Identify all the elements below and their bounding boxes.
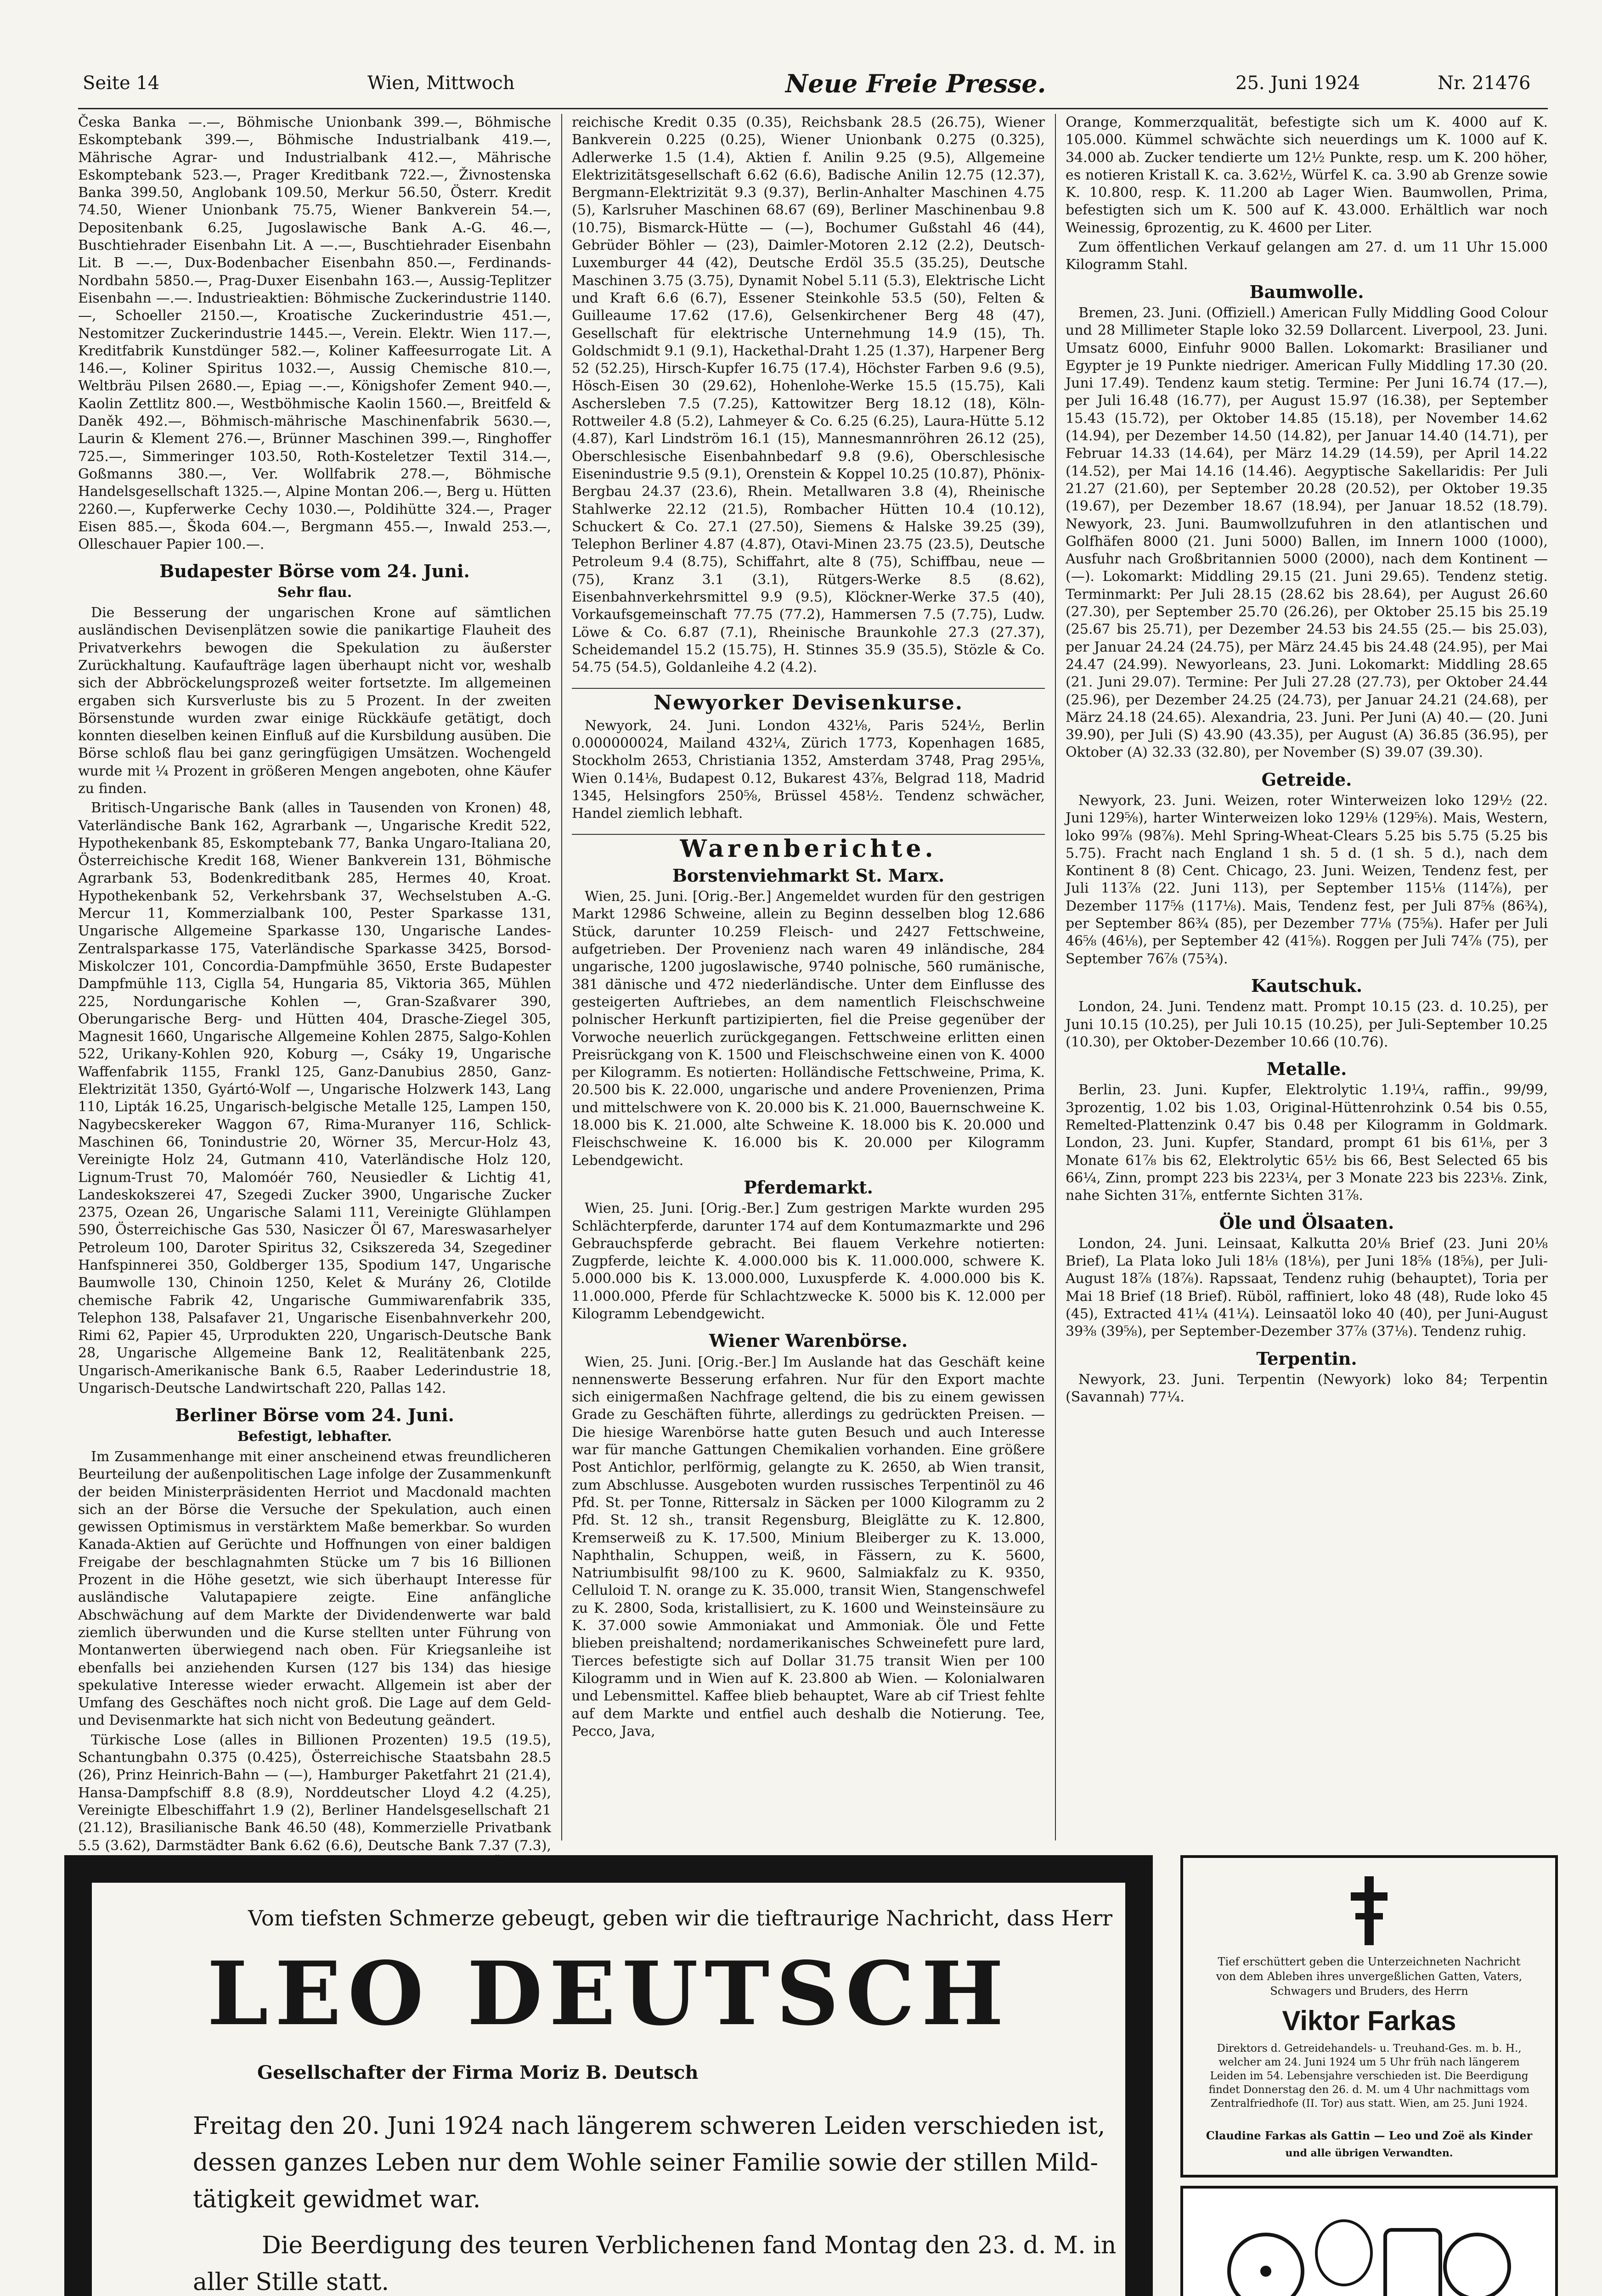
- oele-heading: Öle und Ölsaaten.: [1219, 1212, 1394, 1233]
- berlin-quotes: Türkische Lose (alles in Billionen Prozenten) 19.5 (19.5), Schantungbahn 0.375 (0.425), Österreichische Staatsbahn 28.5 (26), Prinz Heinrich-Bahn — (—), Hamburger Paketfahrt 21 (21.4), Hansa-Dampfschiff 8.8 (8.9), Norddeutscher Lloyd 4.2 (4.25), Vereinigte Elbeschiffahrt 1.9 (2), Berliner Handelsgesellschaft 21 (21.12), Brasilianische Bank 46.50 (48), Kommerzielle Privatbank 5.5 (3.62), Darmstädter Bank 6.62 (6.6), Deutsche Bank 7.37 (7.3),: [78, 1732, 551, 1854]
- jewelry-illustration: [1211, 2202, 1528, 2296]
- city-weekday: Wien, Mittwoch: [367, 73, 515, 94]
- pferdemarkt-heading: Pferdemarkt.: [744, 1176, 873, 1198]
- column-1: [78, 114, 551, 1854]
- saphir-advertisement: [1180, 2186, 1558, 2296]
- obituary-line: dessen ganzes Leben nur dem Wohle seiner Familie sowie der stillen Mild-: [193, 2149, 1098, 2177]
- obituary-viktor-farkas: [1180, 1855, 1558, 2178]
- getreide-heading: Getreide.: [1261, 769, 1352, 790]
- column-rule: [1055, 114, 1056, 1840]
- farkas-signatories: Claudine Farkas als Gattin — Leo und Zoë als Kinder: [1206, 2129, 1533, 2142]
- metalle-heading: Metalle.: [1266, 1058, 1347, 1080]
- issue-number: Nr. 21476: [1438, 73, 1531, 94]
- obituary-line: tätigkeit gewidmet war.: [193, 2186, 481, 2213]
- oele-report: London, 24. Juni. Leinsaat, Kalkutta 20⅛ Brief (23. Juni 20⅛ Brief), La Plata loko Juli 18⅛ (18⅛), per Juni 18⅝ (18⅝), per Juli-August 18⅞ (18⅞). Rapssaat, Tendenz ruhig (behauptet), Toria per Mai 18 Brief (18 Brief). Rüböl, raffiniert, loko 48 (48), Rude loko 45 (45), Extracted 41¼ (41¼). Leinsaatöl loko 40 (40), per Juni-August 39⅜ (39⅝), per September-Dezember 37⅞ (37⅛). Tendenz ruhig.: [1066, 1235, 1548, 1340]
- kautschuk-report: London, 24. Juni. Tendenz matt. Prompt 10.15 (23. d. 10.25), per Juni 10.15 (10.25), per Juli 10.15 (10.25), per Juli-September 10.25 (10.30), per Oktober-Dezember 10.66 (10.76).: [1066, 999, 1548, 1050]
- firm-line: Gesellschafter der Firma Moriz B. Deutsch: [257, 2062, 699, 2083]
- baumwolle-heading: Baumwolle.: [1249, 281, 1364, 302]
- warenboerse-report: Wien, 25. Juni. [Orig.-Ber.] Im Auslande hat das Geschäft keine nennenswerte Besserung erfahren. Nur für den Export machte sich einigermaßen Nachfrage geltend, die bis zu einem gewissen Grade zu Geschäften führte, allerdings zu gedrückten Preisen. — Die hiesige Warenbörse hatte guten Besuch und auch Interesse war für manche Gattungen Chemikalien vorhanden. Eine größere Post Antichlor, perlförmig, gelangte zu K. 2650, ab Wien transit, zum Abschlusse. Ausgeboten wurden russisches Terpentinöl zu 46 Pfd. St. per Tonne, Rittersalz in Säcken per 1000 Kilogramm zu 2 Pfd. St. 12 sh., transit Regensburg, Bleiglätte zu K. 12.800, Kremserweiß zu K. 17.500, Minium Bleiberger zu K. 13.000, Naphthalin, Schuppen, weiß, in Fässern, zu K. 5600, Natriumbisulfit 98/100 zu K. 9600, Salmiakfalz zu K. 9350, Celluloid T. N. orange zu K. 35.000, transit Wien, Stangenschwefel zu K. 2800, Soda, kristallisiert, zu K. 1600 und Weinsteinsäure zu K. 37.000 sowie Ammoniakat und Ammoniak. Öle und Fette blieben preishaltend; nordamerikanisches Schweinefett pure lard, Tierces befestigte sich auf Dollar 31.75 transit Wien per 100 Kilogramm und in Wien auf K. 23.800 ab Wien. — Kolonialwaren und Lebensmittel. Kaffee blieb behauptet, Ware ab cif Triest fehlte auf dem Markte und entfiel auch deshalb die Notierung. Tee, Pecco, Java,: [572, 1354, 1045, 1739]
- newyork-devisen: Newyork, 24. Juni. London 432⅛, Paris 524½, Berlin 0.000000024, Mailand 432¼, Zürich 1773, Kopenhagen 1685, Stockholm 2653, Christiania 1352, Amsterdam 3748, Prag 295⅛, Wien 0.14⅛, Budapest 0.12, Bukarest 43⅞, Belgrad 118, Madrid 1345, Helsingfors 250⅝, Brüssel 458½. Tendenz schwächer, Handel ziemlich lebhaft.: [572, 717, 1045, 822]
- berlin-heading: Berliner Börse vom 24. Juni.: [175, 1405, 454, 1426]
- borstenvieh-heading: Borstenviehmarkt St. Marx.: [672, 865, 945, 886]
- budapest-heading: Budapester Börse vom 24. Juni.: [159, 561, 470, 582]
- warenboerse-heading: Wiener Warenbörse.: [709, 1330, 908, 1351]
- cross-icon: [1351, 1876, 1388, 1945]
- farkas-intro: Tief erschüttert geben die Unterzeichneten Nachricht von dem Ableben ihres unvergeßlichen Gatten, Vaters, Schwagers und Bruders, des Herrn: [1216, 1955, 1523, 1998]
- getreide-report: Newyork, 23. Juni. Weizen, roter Winterweizen loko 129½ (22. Juni 129⅝), harter Winterweizen loko 129⅛ (129⅝). Mais, Western, loko 99⅞ (98⅞). Mehl Spring-Wheat-Clears 5.25 bis 5.75 (5.25 bis 5.75). Fracht nach England 1 sh. 5 d. (1 sh. 5 d.), nach dem Kontinent 8 (8) Cent. Chicago, 23. Juni. Weizen, Tendenz fest, per Juli 113⅞ (22. Juni 113), per September 115⅛ (114⅞), per Dezember 117⅝ (117⅛). Mais, Tendenz fest, per Juli 87⅝ (86¾), per September 86¾ (85), per Dezember 77⅛ (75⅝). Hafer per Juli 46⅝ (46⅛), per September 42 (41⅝). Roggen per Juli 74⅞ (75), per September 76⅞ (75¾).: [1066, 792, 1548, 967]
- obituary-intro: Vom tiefsten Schmerze gebeugt, geben wir die tieftraurige Nachricht, dass Herr: [248, 1906, 1113, 1930]
- budapest-subheading: Sehr flau.: [277, 584, 352, 601]
- farkas-body: Direktors d. Getreidehandels- u. Treuhand-Ges. m. b. H., welcher am 24. Juni 1924 um 5 Uhr früh nach längerem Leiden im 54. Lebensjahre verschieden ist. Die Beerdigung findet Donnerstag den 26. d. M. um 4 Uhr nachmittags vom Zentralfriedhofe (II. Tor) aus statt. Wien, am 25. Juni 1924.: [1208, 2043, 1530, 2110]
- farkas-relatives: und alle übrigen Verwandten.: [1285, 2147, 1453, 2159]
- obituary-line: Freitag den 20. Juni 1924 nach längerem schweren Leiden verschieden ist,: [193, 2112, 1106, 2140]
- berlin-subheading: Befestigt, lebhafter.: [237, 1428, 392, 1445]
- terpentin-heading: Terpentin.: [1256, 1348, 1357, 1369]
- newyork-devisen-heading: Newyorker Devisenkurse.: [572, 688, 1045, 712]
- terpentin-report: Newyork, 23. Juni. Terpentin (Newyork) loko 84; Terpentin (Savannah) 77¼.: [1066, 1371, 1548, 1406]
- prague-quotes: Česka Banka —.—, Böhmische Unionbank 399.—, Böhmische Eskomptebank 399.—, Böhmische Industrialbank 419.—, Mährische Agrar- und Industrialbank 412.—, Mährische Eskomptebank 523.—, Prager Kreditbank 722.—, Živnostenska Banka 399.50, Anglobank 109.50, Merkur 56.50, Österr. Kredit 74.50, Wiener Unionbank 75.75, Wiener Bankverein 54.—, Depositenbank 6.25, Jugoslawische Bank A.-G. 46.—, Buschtiehrader Eisenbahn Lit. A —.—, Buschtiehrader Eisenbahn Lit. B —.—, Dux-Bodenbacher Eisenbahn 850.—, Ferdinands-Nordbahn 5850.—, Prag-Duxer Eisenbahn 163.—, Aussig-Teplitzer Eisenbahn —.—. Industrieaktien: Böhmische Zuckerindustrie 1140.—, Schoeller 2150.—, Kroatische Zuckerindustrie 451.—, Nestomitzer Zuckerindustrie 1445.—, Verein. Elektr. Wien 117.—, Kreditfabrik Kunstdünger 582.—, Koliner Kaffeesurrogate Lit. A 146.—, Koliner Spiritus 1032.—, Aussig Chemische 810.—, Weltbräu Pilsen 2680.—, Epiag —.—, Königshofer Zement 940.—, Kaolin Zettlitz 800.—, Westböhmische Kaolin 1560.—, Breitfeld & Daněk 492.—, Böhmisch-mährische Maschinenfabrik 5630.—, Laurin & Klement 276.—, Brünner Maschinen 399.—, Ringhoffer 725.—, Simmeringer 103.50, Roth-Kosteletzer Textil 314.—, Goßmanns 380.—, Ver. Wollfabrik 278.—, Böhmische Handelsgesellschaft 1325.—, Alpine Montan 206.—, Berg u. Hütten 2260.—, Kupferwerke Cechy 1030.—, Poldihütte 324.—, Prager Eisen 885.—, Škoda 604.—, Bergmann 455.—, Inwald 253.—, Olleschauer Papier 100.—.: [78, 114, 551, 553]
- column-3: [1066, 114, 1548, 1840]
- borstenvieh-report: Wien, 25. Juni. [Orig.-Ber.] Angemeldet wurden für den gestrigen Markt 12986 Schweine, allein zu Beginn desselben blog 12.686 Stück, darunter 10.259 Fleisch- und 2427 Fettschweine, aufgetrieben. Der Provenienz nach waren 49 inländische, 284 ungarische, 1200 jugoslawische, 9740 polnische, 560 rumänische, 381 dänische und 472 niederländische. Unter dem Einflusse des gesteigerten Auftriebes, an dem namentlich Fleischschweine polnischer Herkunft partizipierten, fiel die Preise gegenüber der Vorwoche neuerlich zurückgegangen. Fettschweine erlitten einen Preisrückgang von K. 1500 und Fleischschweine einen von K. 4000 per Kilogramm. Es notierten: Holländische Fettschweine, Prima, K. 20.500 bis K. 22.000, ungarische und andere Provenienzen, Prima und mittelschwere von K. 20.000 bis K. 21.000, Bauernschweine K. 18.000 bis K. 21.000, alte Schweine K. 18.000 bis K. 20.000 und Fleischschweine K. 16.000 bis K. 20.000 per Kilogramm Lebendgewicht.: [572, 889, 1045, 1169]
- kautschuk-heading: Kautschuk.: [1251, 975, 1363, 996]
- berlin-report: Im Zusammenhange mit einer anscheinend etwas freundlicheren Beurteilung der außenpolitischen Lage infolge der Zusammenkunft der beiden Ministerpräsidenten Herriot und Macdonald machten sich an der Börse die Versuche der Spekulation, auch einen gewissen Optimismus in verstärktem Maße bemerkbar. So wurden Kanada-Aktien auf Gerüchte und Hoffnungen von einer baldigen Freigabe der beschlagnahmten Stücke um 7 bis 16 Billionen Prozent in die Höhe gesetzt, wie sich überhaupt Interesse für ausländische Valutapapiere zeigte. Eine anfängliche Abschwächung auf dem Markte der Dividendenwerte war bald ziemlich überwunden und die Kurse stellten unter Führung von Montanwerten überwiegend nach oben. Für Kriegsanleihe ist ebenfalls bei anziehenden Kursen (127 bis 134) das hiesige spekulative Interesse wieder erwacht. Allgemein ist aber der Umfang des Geschäftes noch nicht groß. Die Lage auf dem Geld- und Devisenmarkte hat sich nicht von Bedeutung geändert.: [78, 1448, 551, 1729]
- masthead-title: Neue Freie Presse.: [785, 69, 1046, 98]
- baumwolle-report: Bremen, 23. Juni. (Offiziell.) American Fully Middling Good Colour und 28 Millimeter Staple loko 32.59 Dollarcent. Liverpool, 23. Juni. Umsatz 6000, Einfuhr 9000 Ballen. Lokomarkt: Brasilianer und Egypter je 19 Punkte niedriger. American Fully Middling 17.30 (20. Juni 17.49). Tendenz kaum stetig. Termine: Per Juni 16.74 (17.—), per Juli 16.48 (16.77), per August 15.97 (16.38), per September 15.43 (15.72), per Oktober 14.85 (15.18), per November 14.62 (14.94), per Dezember 14.50 (14.82), per Januar 14.40 (14.71), per Februar 14.33 (14.64), per März 14.29 (14.59), per April 14.22 (14.52), per Mai 14.16 (14.46). Aegyptische Sakellaridis: Per Juli 21.27 (21.60), per September 20.28 (20.52), per Oktober 19.35 (19.67), per Dezember 18.67 (18.94), per Januar 18.52 (18.79). Newyork, 23. Juni. Baumwollzufuhren in den atlantischen und Golfhäfen 8000 (21. Juni 5000) Ballen, im Innern 1000 (1000), Ausfuhr nach Großbritannien 5000 (2000), nach dem Kontinent — (—). Lokomarkt: Middling 29.15 (21. Juni 29.65). Tendenz stetig. Terminmarkt: Per Juli 28.15 (28.62 bis 28.64), per August 26.60 (27.30), per September 25.70 (26.26), per Oktober 25.15 bis 25.19 (25.67 bis 25.71), per Dezember 24.53 bis 24.55 (25.— bis 25.03), per Januar 24.24 (24.75), per März 24.45 bis 24.48 (24.95), per Mai 24.47 (24.99). Newyorleans, 23. Juni. Lokomarkt: Middling 28.65 (21. Juni 29.07). Termine: Per Juli 27.28 (27.73), per Oktober 24.44 (25.96), per Dezember 24.25 (24.73), per Januar 24.21 (24.68), per März 24.18 (24.65). Alexandria, 23. Juni. Per Juni (A) 40.— (20. Juni 39.90), per Juli (S) 43.90 (43.35), per August (A) 36.85 (36.95), per Oktober (A) 32.33 (32.80), per November (S) 39.07 (39.30).: [1066, 304, 1548, 761]
- obituary-leo-deutsch: [64, 1855, 1153, 2296]
- pferdemarkt-report: Wien, 25. Juni. [Orig.-Ber.] Zum gestrigen Markte wurden 295 Schlächterpferde, darunter 174 auf dem Kontumazmarkte und 296 Gebrauchspferde gebracht. Bei flauem Verkehre notierten: Zugpferde, leichte K. 4.000.000 bis K. 11.000.000, schwere K. 5.000.000 bis K. 13.000.000, Luxuspferde K. 4.000.000 bis K. 11.000.000, Pferde für Schlachtzwecke K. 5000 bis K. 12.000 per Kilogramm Lebendgewicht.: [572, 1200, 1045, 1322]
- warenberichte-heading: Warenberichte.: [572, 834, 1045, 858]
- page-number: Seite 14: [83, 73, 160, 94]
- issue-date: 25. Juni 1924: [1235, 73, 1360, 94]
- metalle-report: Berlin, 23. Juni. Kupfer, Elektrolytic 1.19¼, raffin., 99/99, 3prozentig, 1.02 bis 1.03, Original-Hüttenrohzink 0.54 bis 0.55, Remelted-Plattenzink 0.47 bis 0.48 per Kilogramm in Goldmark. London, 23. Juni. Kupfer, Standard, prompt 61 bis 61⅛, per 3 Monate 61⅞ bis 62, Elektrolytic 65½ bis 66, Best Selected 65 bis 66¼, Zinn, prompt 223 bis 223¼, per 3 Monate 223 bis 223⅛. Zink, nahe Sichten 31⅞, entfernte Sichten 31⅞.: [1066, 1082, 1548, 1204]
- deceased-name: LEO DEUTSCH: [207, 1942, 1010, 2045]
- budapest-report: Die Besserung der ungarischen Krone auf sämtlichen ausländischen Devisenplätzen sowie die panikartige Flauheit des Privatverkehrs bewogen die Spekulation zu äußerster Zurückhaltung. Kaufaufträge lagen überhaupt nicht vor, weshalb sich der Abbröckelungsprozeß weiter fortsetzte. Im allgemeinen ergaben sich Kursverluste bis zu 5 Prozent. In der zweiten Börsenstunde wurden zwar einige Rückkäufe getätigt, doch konnten dieselben keinen Einfluß auf die Kursbildung ausüben. Die Börse schloß flau bei ganz geringfügigen Umsätzen. Wochengeld wurde mit ¼ Prozent in größeren Mengen angeboten, ohne Käufer zu finden.: [78, 605, 551, 797]
- farkas-name: Viktor Farkas: [1282, 2005, 1456, 2036]
- obituary-line: Die Beerdigung des teuren Verblichenen fand Montag den 23. d. M. in: [262, 2232, 1117, 2259]
- column-2: [572, 114, 1045, 1840]
- berlin-quotes-continued: reichische Kredit 0.35 (0.35), Reichsbank 28.5 (26.75), Wiener Bankverein 0.225 (0.25), Wiener Unionbank 0.275 (0.325), Adlerwerke 1.5 (1.4), Aktien f. Anilin 9.25 (9.5), Allgemeine Elektrizitätsgesellschaft 6.62 (6.6), Badische Anilin 12.75 (12.37), Bergmann-Elektrizität 9.3 (9.37), Berlin-Anhalter Maschinen 4.75 (5), Karlsruher Maschinen 68.67 (69), Berliner Maschinenbau 9.8 (10.75), Bismarck-Hütte — (—), Bochumer Gußstahl 46 (44), Gebrüder Böhler — (23), Daimler-Motoren 2.12 (2.2), Deutsch-Luxemburger 44 (42), Deutsche Erdöl 35.5 (35.25), Deutsche Maschinen 3.75 (3.75), Dynamit Nobel 5.11 (5.3), Elektrische Licht und Kraft 6.6 (6.7), Essener Steinkohle 53.5 (50), Felten & Guilleaume 17.62 (17.6), Gelsenkirchener Berg 48 (47), Gesellschaft für elektrische Unternehmung 14.9 (15), Th. Goldschmidt 9.1 (9.1), Hackethal-Draht 1.25 (1.37), Harpener Berg 52 (52.25), Hirsch-Kupfer 16.75 (17.4), Höchster Farben 9.6 (9.5), Hösch-Eisen 30 (29.62), Hohenlohe-Werke 15.5 (15.75), Kali Aschersleben 7.5 (7.25), Kattowitzer Berg 18.12 (18), Köln-Rottweiler 4.8 (5.2), Lahmeyer & Co. 6.25 (6.25), Laura-Hütte 5.12 (4.87), Karl Lindström 16.1 (15), Mannesmannröhren 26.12 (25), Oberschlesische Eisenbahnbedarf 9.8 (9.6), Oberschlesische Eisenindustrie 9.5 (9.1), Orenstein & Koppel 10.25 (10.87), Phönix-Bergbau 24.37 (23.6), Rhein. Metallwaren 3.8 (4), Rheinische Stahlwerke 22.12 (21.5), Rombacher Hütten 10.4 (10.12), Schuckert & Co. 27.1 (27.50), Siemens & Halske 39.25 (39), Telephon Berliner 4.87 (4.87), Otavi-Minen 23.75 (23.5), Deutsche Petroleum 9.4 (8.75), Schiffahrt, alte 8 (75), Schiffbau, neue — (75), Kranz 3.1 (3.1), Rütgers-Werke 8.5 (8.62), Eisenbahnverkehrsmittel 9.9 (9.5), Klöckner-Werke 37.5 (40), Vorkaufsgemeinschaft 77.75 (77.2), Hammersen 7.5 (7.75), Ludw. Löwe & Co. 6.87 (7.1), Rheinische Braunkohle 27.3 (27.37), Scheidemandel 15.2 (15.75), H. Stinnes 35.9 (35.5), Stözle & Co. 54.75 (54.5), Goldanleihe 4.2 (4.2).: [572, 114, 1045, 676]
- warenboerse-continued: Orange, Kommerzqualität, befestigte sich um K. 4000 auf K. 105.000. Kümmel schwächte sich neuerdings um K. 1000 auf K. 34.000 ab. Zucker tendierte um 12½ Punkte, resp. um K. 200 höher, es notieren Kristall K. ca. 3.62½, Würfel K. ca. 3.90 ab Grenze sowie K. 10.800, resp. K. 11.200 ab Lager Wien. Baumwollen, Prima, befestigten sich um K. 500 auf K. 43.000. Erhältlich war noch Weinessig, 6prozentig, zu K. 4600 per Liter.: [1066, 114, 1548, 236]
- column-rule: [561, 114, 562, 1840]
- steel-auction: Zum öffentlichen Verkauf gelangen am 27. d. um 11 Uhr 15.000 Kilogramm Stahl.: [1066, 239, 1548, 273]
- budapest-quotes: Britisch-Ungarische Bank (alles in Tausenden von Kronen) 48, Vaterländische Bank 162, Agrarbank —, Ungarische Kredit 522, Hypothekenbank 85, Eskomptebank 77, Banka Ungaro-Italiana 20, Österreichische Kredit 168, Wiener Bankverein 131, Böhmische Agrarbank 53, Bodenkreditbank 285, Hermes 40, Kroat. Hypothekenbank 52, Verkehrsbank 37, Wechselstuben A.-G. Mercur 11, Kommerzialbank 100, Pester Sparkasse 131, Ungarische Allgemeine Sparkasse 130, Ungarische Landes-Zentralsparkasse 175, Vaterländische Sparkasse 3425, Borsod-Miskolczer 101, Concordia-Dampfmühle 3650, Erste Budapester Dampfmühle 113, Ciglla 54, Hungaria 85, Viktoria 365, Mühlen 225, Nordungarische Kohlen —, Gran-Szaßvarer 390, Oberungarische Berg- und Hütten 404, Drasche-Ziegel 305, Magnesit 1660, Ungarische Allgemeine Kohlen 2875, Salgo-Kohlen 522, Urikany-Kohlen 920, Koburg —, Csáky 19, Ungarische Waffenfabrik 1155, Frankl 125, Ganz-Danubius 2850, Ganz-Elektrizität 1350, Gyártó-Wolf —, Ungarische Holzwerk 143, Lang 110, Lipták 16.25, Ungarisch-belgische Metalle 125, Lampen 150, Nagybecskereker Waggon 67, Rima-Muranyer 116, Schlick-Maschinen 66, Tonindustrie 20, Wörner 35, Mercur-Holz 43, Vereinigte Holz 24, Gutmann 410, Vaterländische Holz 120, Lignum-Trust 70, Malomóér 760, Neusiedler & Lichtig 41, Landeskokszerei 47, Szegedi Zucker 3900, Ungarische Zucker 2375, Ozean 26, Ungarische Salami 111, Vereinigte Glühlampen 590, Österreichische Gas 530, Nasiczer Öl 67, Mareswasarhelyer Petroleum 100, Daroter Spiritus 32, Csikszereda 34, Szegediner Hanfspinnerei 350, Goldberger 135, Spodium 147, Ungarische Baumwolle 130, Chinoin 1250, Kelet & Murány 26, Clotilde chemische Fabrik 42, Ungarische Gummiwarenfabrik 335, Telephon 138, Palsafaver 21, Ungarische Eisenbahnverkehr 200, Rimi 62, Papier 45, Urprodukten 220, Ungarisch-Deutsche Bank 28, Ungarische Allgemeine Bank 12, Realitätenbank 225, Ungarisch-Amerikanische Bank 6.5, Raaber Lederindustrie 18, Ungarisch-Deutsche Landwirtschaft 220, Pallas 142.: [78, 800, 551, 1397]
- obituary-inner-frame: [92, 1883, 1125, 2296]
- obituary-line: aller Stille statt.: [193, 2268, 389, 2296]
- page-header: [78, 69, 1548, 109]
